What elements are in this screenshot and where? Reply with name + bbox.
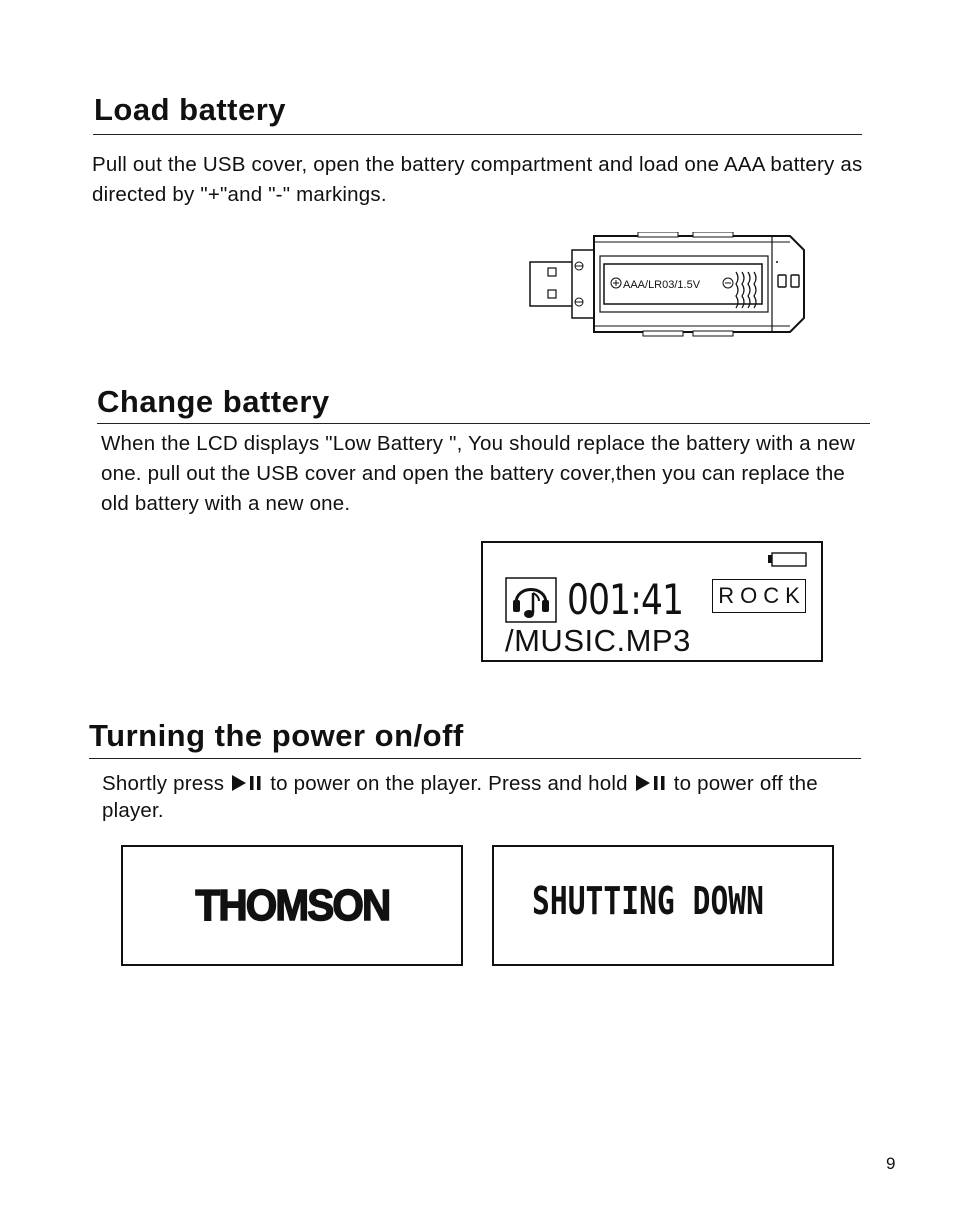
headphone-music-icon: [505, 577, 557, 623]
change-battery-instructions: When the LCD displays "Low Battery ", You should replace the battery with a new one. pull out the USB cover and open the battery cover,then you can replace the old battery with a new one.: [101, 432, 855, 515]
section-title-change-battery: Change battery: [97, 384, 330, 419]
track-time: 001:41: [567, 575, 684, 624]
power-text-part3: to power off the player.: [102, 772, 818, 822]
load-battery-instructions: Pull out the USB cover, open the battery compartment and load one AAA battery as directed by "+"and "-" markings.: [92, 153, 863, 206]
page-number: 9: [886, 1154, 896, 1173]
play-pause-icon: [230, 773, 264, 798]
section-divider: [97, 423, 870, 424]
shutdown-message-text: SHUTTING DOWN: [532, 879, 764, 923]
power-text-part1: Shortly press: [102, 772, 225, 795]
track-filename: /MUSIC.MP3: [505, 623, 691, 658]
eq-mode-badge: ROCK: [712, 579, 806, 613]
brand-logo-text: THOMSON: [194, 880, 390, 930]
section-title-load-battery: Load battery: [94, 92, 287, 127]
section-divider: [89, 758, 861, 759]
lcd-boot-screen: [121, 845, 463, 966]
section-title-power: Turning the power on/off: [89, 718, 464, 753]
low-battery-icon: [767, 551, 809, 569]
lcd-shutdown-screen: [492, 845, 834, 966]
shutdown-message: [532, 877, 764, 926]
lcd-player-screen: [481, 541, 823, 662]
play-pause-icon: [634, 773, 668, 798]
section-divider: [93, 134, 862, 135]
power-text-part2: to power on the player. Press and hold: [270, 772, 628, 795]
battery-type-label: AAA/LR03/1.5V: [623, 279, 701, 291]
power-instructions: [102, 771, 862, 823]
mp3-player-battery-illustration: [528, 232, 808, 337]
